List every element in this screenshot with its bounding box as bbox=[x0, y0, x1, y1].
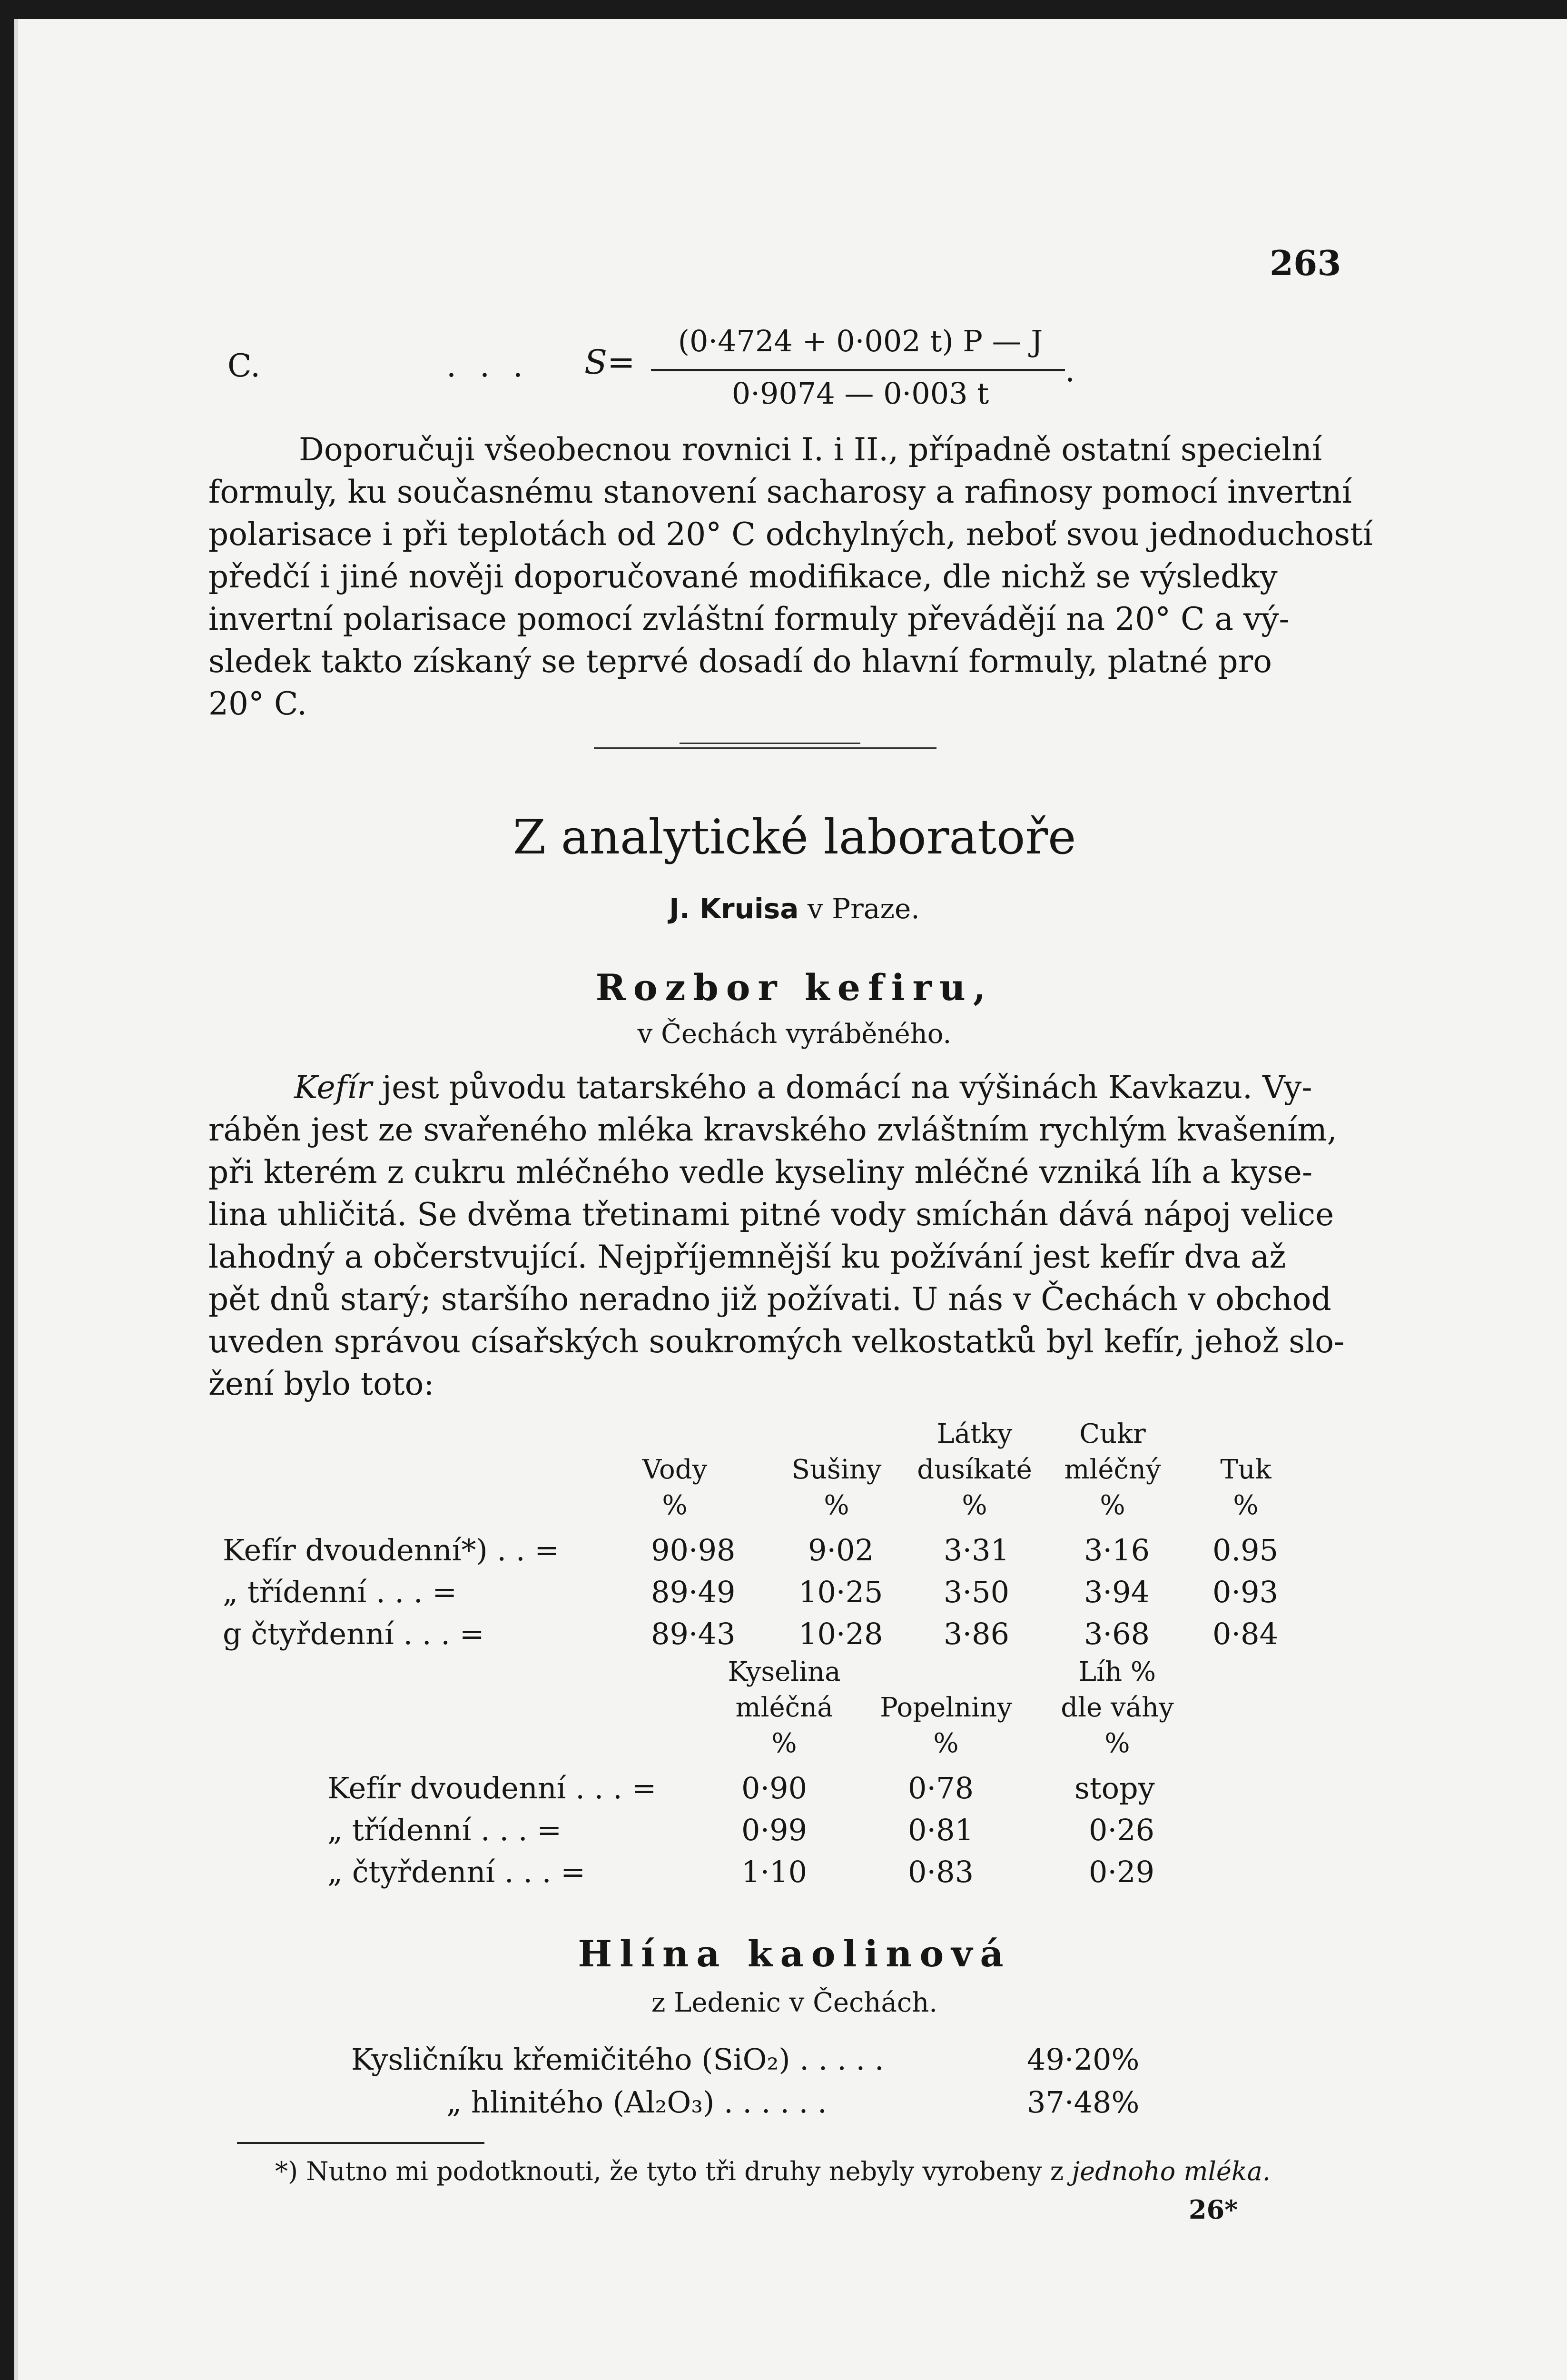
table1-cell: 0·84 bbox=[1212, 1616, 1279, 1651]
header-line: Popelniny bbox=[880, 1692, 1012, 1723]
paragraph-recommendation bbox=[208, 428, 1373, 725]
formula-numerator: (0·4724 + 0·002 t) P — J bbox=[678, 324, 1043, 358]
table1-header-latky bbox=[913, 1416, 1036, 1523]
text-line: při kterém z cukru mléčného vedle kyseliny mléčné vzniká líh a kyse- bbox=[208, 1154, 1313, 1190]
table2-cell: 0·99 bbox=[741, 1813, 808, 1847]
table1-cell: 3·31 bbox=[944, 1533, 1010, 1567]
text-line: polarisace i při teplotách od 20° C odchylných, neboť svou jednoduchostí bbox=[208, 516, 1373, 553]
header-line: Cukr bbox=[1079, 1418, 1146, 1449]
footnote bbox=[275, 2156, 1271, 2186]
table1-cell: 3·68 bbox=[1084, 1616, 1150, 1651]
table1-row-label: Kefír dvoudenní*) . . = bbox=[223, 1533, 560, 1567]
text-line: 20° C. bbox=[208, 685, 307, 722]
text-line: žení bylo toto: bbox=[208, 1366, 434, 1402]
header-unit: % bbox=[1100, 1490, 1125, 1521]
table1-header-susiny bbox=[779, 1452, 894, 1523]
table2-row-label: „ čtyřdenní . . . = bbox=[327, 1854, 586, 1889]
text-line: předčí i jiné nověji doporučované modifikace, dle nichž se výsledky bbox=[208, 558, 1278, 595]
table2-cell: 0·26 bbox=[1089, 1813, 1155, 1847]
header-line: mléčná bbox=[735, 1692, 833, 1723]
table2-row-label: Kefír dvoudenní . . . = bbox=[327, 1771, 657, 1805]
text-line: invertní polarisace pomocí zvláštní formuly převádějí na 20° C a vý- bbox=[208, 601, 1290, 637]
formula-dots: . . . bbox=[446, 347, 530, 384]
author-name: J. Kruisa bbox=[669, 892, 799, 925]
table1-header-cukr bbox=[1055, 1416, 1170, 1523]
header-line: mléčný bbox=[1064, 1454, 1161, 1485]
hlina-row-label: „ hlinitého (Al₂O₃) . . . . . . bbox=[446, 2085, 827, 2120]
formula-denominator: 0·9074 — 0·003 t bbox=[731, 376, 989, 411]
header-line: dusíkaté bbox=[917, 1454, 1032, 1485]
text-line: pět dnů starý; staršího neradno již požívati. U nás v Čechách v obchod bbox=[208, 1281, 1331, 1318]
hlina-title: Hlína kaolinová bbox=[578, 1933, 1011, 1975]
page bbox=[14, 19, 1567, 2380]
table2-cell: stopy bbox=[1074, 1771, 1155, 1805]
header-line: Kyselina bbox=[728, 1656, 841, 1687]
text-line-rest: jest původu tatarského a domácí na výšinách Kavkazu. Vy- bbox=[372, 1069, 1312, 1106]
table2-cell: 0·81 bbox=[908, 1813, 974, 1847]
table1-row-label: g čtyřdenní . . . = bbox=[223, 1616, 484, 1651]
section-divider bbox=[594, 747, 936, 749]
text-line: formuly, ku současnému stanovení sacharosy a rafinosy pomocí invertní bbox=[208, 474, 1352, 510]
header-unit: % bbox=[1233, 1490, 1259, 1521]
formula-fraction-bar bbox=[651, 369, 1065, 371]
header-unit: % bbox=[771, 1728, 797, 1759]
table2-cell: 0·83 bbox=[908, 1854, 974, 1889]
header-unit: % bbox=[662, 1490, 688, 1521]
text-line: Doporučuji všeobecnou rovnici I. i II., případně ostatní specielní bbox=[299, 431, 1322, 468]
hlina-subtitle: z Ledenic v Čechách. bbox=[651, 1987, 938, 2018]
author-place: v Praze. bbox=[807, 892, 920, 925]
text-line: sledek takto získaný se teprvé dosadí do hlavní formuly, platné pro bbox=[208, 643, 1272, 680]
table1-cell: 10·28 bbox=[798, 1616, 883, 1651]
header-line: Vody bbox=[642, 1454, 708, 1485]
section-title: Z analytické laboratoře bbox=[512, 809, 1076, 865]
text-line bbox=[208, 1066, 1331, 1109]
table1-header-tuk bbox=[1193, 1452, 1298, 1523]
hlina-row-label: Kysličníku křemičitého (SiO₂) . . . . . bbox=[351, 2042, 884, 2077]
section-divider-accent bbox=[680, 743, 860, 744]
table2-cell: 0·90 bbox=[741, 1771, 808, 1805]
footnote-text: *) Nutno mi podotknouti, že tyto tři druhy nebyly vyrobeny z bbox=[275, 2156, 1072, 2186]
header-line: Líh % bbox=[1078, 1656, 1156, 1687]
footnote-italic: jednoho mléka. bbox=[1072, 2156, 1271, 2186]
table1-cell: 3·16 bbox=[1084, 1533, 1150, 1567]
formula-end: . bbox=[1065, 352, 1075, 389]
text-line: ráběn jest ze svařeného mléka kravského zvláštním rychlým kvašením, bbox=[208, 1111, 1337, 1148]
table1-cell: 3·94 bbox=[1084, 1575, 1150, 1609]
page-number: 263 bbox=[1270, 243, 1341, 283]
footnote-rule bbox=[237, 2142, 484, 2144]
header-line: Tuk bbox=[1220, 1454, 1271, 1485]
header-unit: % bbox=[962, 1490, 987, 1521]
hlina-row-value: 49·20% bbox=[1027, 2042, 1140, 2077]
hlina-row-value: 37·48% bbox=[1027, 2085, 1140, 2120]
table1-cell: 3·86 bbox=[944, 1616, 1010, 1651]
formula-lhs: S= bbox=[584, 343, 635, 382]
table2-header-popelniny bbox=[870, 1690, 1022, 1761]
table1-cell: 0·93 bbox=[1212, 1575, 1279, 1609]
paragraph-kefir bbox=[208, 1066, 1345, 1405]
formula-label: C. bbox=[227, 347, 261, 384]
kefir-title: Rozbor kefiru, bbox=[595, 966, 994, 1009]
header-unit: % bbox=[824, 1490, 849, 1521]
table1-cell: 10·25 bbox=[798, 1575, 883, 1609]
header-line: dle váhy bbox=[1061, 1692, 1174, 1723]
table2-cell: 0·78 bbox=[908, 1771, 974, 1805]
header-unit: % bbox=[1104, 1728, 1130, 1759]
table2-header-kyselina bbox=[713, 1654, 856, 1761]
table1-row-label: „ třídenní . . . = bbox=[223, 1575, 457, 1609]
table2-row-label: „ třídenní . . . = bbox=[327, 1813, 562, 1847]
table1-cell: 90·98 bbox=[651, 1533, 736, 1567]
table1-cell: 89·49 bbox=[651, 1575, 736, 1609]
table1-cell: 0.95 bbox=[1212, 1533, 1279, 1567]
signature-mark: 26* bbox=[1189, 2194, 1238, 2225]
header-line: Látky bbox=[936, 1418, 1013, 1449]
table1-cell: 3·50 bbox=[944, 1575, 1010, 1609]
table2-header-lih bbox=[1046, 1654, 1189, 1761]
kefir-lead: Kefír bbox=[294, 1069, 372, 1106]
table2-cell: 1·10 bbox=[741, 1854, 808, 1889]
text-line: lahodný a občerstvující. Nejpříjemnější ku požívání jest kefír dva až bbox=[208, 1239, 1286, 1275]
table1-header-vody bbox=[618, 1452, 732, 1523]
table1-cell: 9·02 bbox=[808, 1533, 874, 1567]
section-author bbox=[18, 892, 1567, 925]
table1-cell: 89·43 bbox=[651, 1616, 736, 1651]
header-line: Sušiny bbox=[791, 1454, 882, 1485]
header-unit: % bbox=[933, 1728, 959, 1759]
table2-cell: 0·29 bbox=[1089, 1854, 1155, 1889]
text-line: uveden správou císařských soukromých velkostatků byl kefír, jehož slo- bbox=[208, 1323, 1345, 1360]
text-line: lina uhličitá. Se dvěma třetinami pitné vody smíchán dává nápoj velice bbox=[208, 1196, 1334, 1233]
kefir-subtitle: v Čechách vyráběného. bbox=[637, 1019, 952, 1050]
